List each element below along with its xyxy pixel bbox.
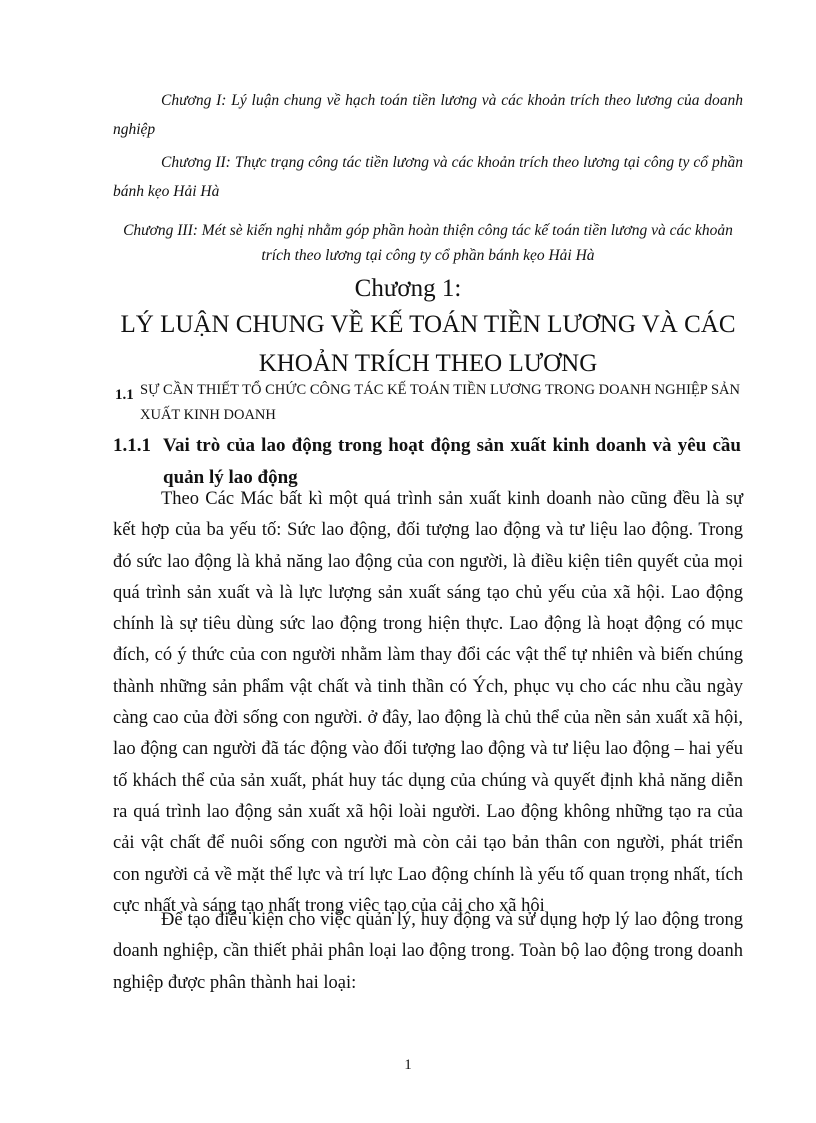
body-paragraph-1: Theo Các Mác bất kì một quá trình sản xuất kinh doanh nào cũng đều là sự kết hợp của ba yếu tố: Sức lao động, đối tượng lao động và tư liệu lao động. Trong đó sức lao động là khả năng lao động của con người, là điều kiện tiên quyết của mọi quá trình sản xuất và là lực lượng sản xuất sáng tạo chủ yếu của xã hội. Lao động chính là sự tiêu dùng sức lao động trong hiện thực. Lao động là hoạt động có mục đích, có ý thức của con người nhằm làm thay đổi các vật thể tự nhiên và biến chúng thành những sản phẩm vật chất và tinh thần có Ých, phục vụ cho các nhu cầu ngày càng cao của đời sống con người. ở đây, lao động là chủ thể của nền sản xuất xã hội, lao động can người đã tác động vào đối tượng lao động và tư liệu lao động – hai yếu tố khách thể của sản xuất, phát huy tác dụng của chúng và quyết định khả năng diễn ra quá trình lao động sản xuất xã hội loài người. Lao động không những tạo ra của cải vật chất để nuôi sống con người mà còn cải tạo bản thân con người, phát triển con người cả về mặt thể lực và trí lực Lao động chính là yếu tố quan trọng nhất, tích cực nhất và sáng tạo nhất trong việc tạo của cải cho xã hội — [113, 489, 743, 916]
subsection-title: Vai trò của lao động trong hoạt động sản xuất kinh doanh và yêu cầu quản lý lao động — [163, 435, 741, 488]
page-number: 1 — [404, 1057, 412, 1073]
chapter-number: Chương 1: — [354, 275, 462, 302]
body-paragraph-2: Để tạo điều kiện cho việc quản lý, huy động và sử dụng hợp lý lao động trong doanh nghiệp, cần thiết phải phân loại lao động trong. Toàn bộ lao động trong doanh nghiệp được phân thành hai loại: — [113, 910, 743, 993]
toc-chapter-1: Chương I: Lý luận chung về hạch toán tiền lương và các khoản trích theo lương của doanh nghiệp — [113, 92, 743, 138]
section-title: SỰ CẦN THIẾT TỔ CHỨC CÔNG TÁC KẾ TOÁN TIỀN LƯƠNG TRONG DOANH NGHIỆP SẢN XUẤT KINH DOANH — [140, 382, 740, 423]
section-number: 1.1 — [115, 387, 134, 403]
toc-chapter-2: Chương II: Thực trạng công tác tiền lương và các khoản trích theo lương tại công ty cổ phần bánh kẹo Hải Hà — [113, 154, 743, 200]
chapter-title: LÝ LUẬN CHUNG VỀ KẾ TOÁN TIỀN LƯƠNG VÀ CÁC KHOẢN TRÍCH THEO LƯƠNG — [120, 311, 736, 377]
subsection-number: 1.1.1 — [113, 435, 151, 456]
toc-chapter-3: Chương III: Mét sè kiến nghị nhằm góp phần hoàn thiện công tác kế toán tiền lương và các khoản trích theo lương tại công ty cổ phần bánh kẹo Hải Hà — [123, 222, 733, 264]
